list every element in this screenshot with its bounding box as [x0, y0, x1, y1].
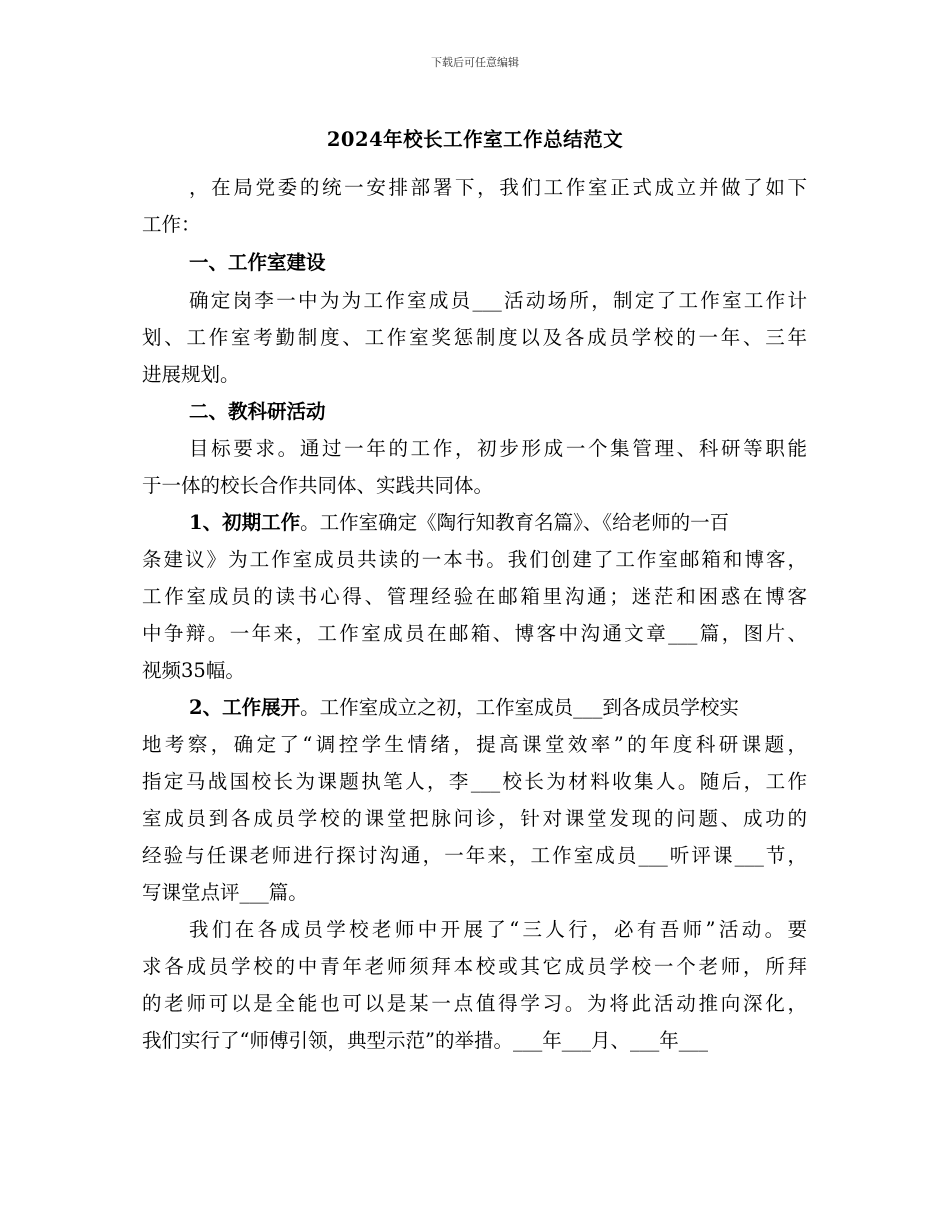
body-line: 工作室成员的读书心得、管理经验在邮箱里沟通；迷茫和困惑在博客: [142, 585, 807, 608]
section-heading: 二、教科研活动: [189, 400, 326, 423]
subheading: 1、初期工作: [189, 511, 301, 534]
body-line: [189, 510, 729, 536]
body-line: 划、工作室考勤制度、工作室奖惩制度以及各成员学校的一年、三年: [142, 326, 807, 349]
body-line: 的老师可以是全能也可以是某一点值得学习。为将此活动推向深化，: [142, 992, 807, 1015]
body-line: ，在局党委的统一安排部署下，我们工作室正式成立并做了如下: [189, 176, 807, 199]
body-line: 目标要求。通过一年的工作，初步形成一个集管理、科研等职能: [189, 437, 807, 460]
body-line: 我们实行了“师傅引领，典型示范”的举措。___年___月、___年___: [142, 1029, 708, 1052]
body-line: 我们在各成员学校老师中开展了“三人行，必有吾师”活动。要: [189, 918, 807, 941]
body-line: 确定岗李一中为为工作室成员___活动场所，制定了工作室工作计: [189, 289, 807, 312]
body-line: 于一体的校长合作共同体、实践共同体。: [142, 474, 494, 497]
body-line: 指定马战国校长为课题执笔人，李___校长为材料收集人。随后，工作: [142, 770, 807, 793]
body-line: 视频35幅。: [142, 659, 245, 682]
body-line: 工作：: [142, 213, 201, 236]
body-line: 室成员到各成员学校的课堂把脉问诊，针对课堂发现的问题、成功的: [142, 807, 807, 830]
body-line: 求各成员学校的中青年老师须拜本校或其它成员学校一个老师，所拜: [142, 955, 807, 978]
subheading: 2、工作展开: [189, 696, 301, 719]
body-line: 写课堂点评___篇。: [142, 881, 308, 904]
body-line: 中争辩。一年来，工作室成员在邮箱、博客中沟通文章___篇，图片、: [142, 622, 807, 645]
document-title: 2024年校长工作室工作总结范文: [326, 128, 624, 151]
body-line: [189, 695, 739, 721]
body-line: 进展规划。: [142, 363, 240, 386]
header-note: 下载后可任意编辑: [431, 56, 519, 69]
body-text: 。工作室成立之初，工作室成员___到各成员学校实: [300, 696, 739, 719]
body-text: 。工作室确定《陶行知教育名篇》、《给老师的一百: [300, 511, 730, 534]
body-line: 条建议》为工作室成员共读的一本书。我们创建了工作室邮箱和博客，: [142, 548, 807, 571]
body-line: 经验与任课老师进行探讨沟通，一年来，工作室成员___听评课___节，: [142, 844, 807, 867]
body-line: 地考察，确定了“调控学生情绪，提高课堂效率”的年度科研课题，: [142, 733, 807, 756]
section-heading: 一、工作室建设: [189, 251, 326, 274]
